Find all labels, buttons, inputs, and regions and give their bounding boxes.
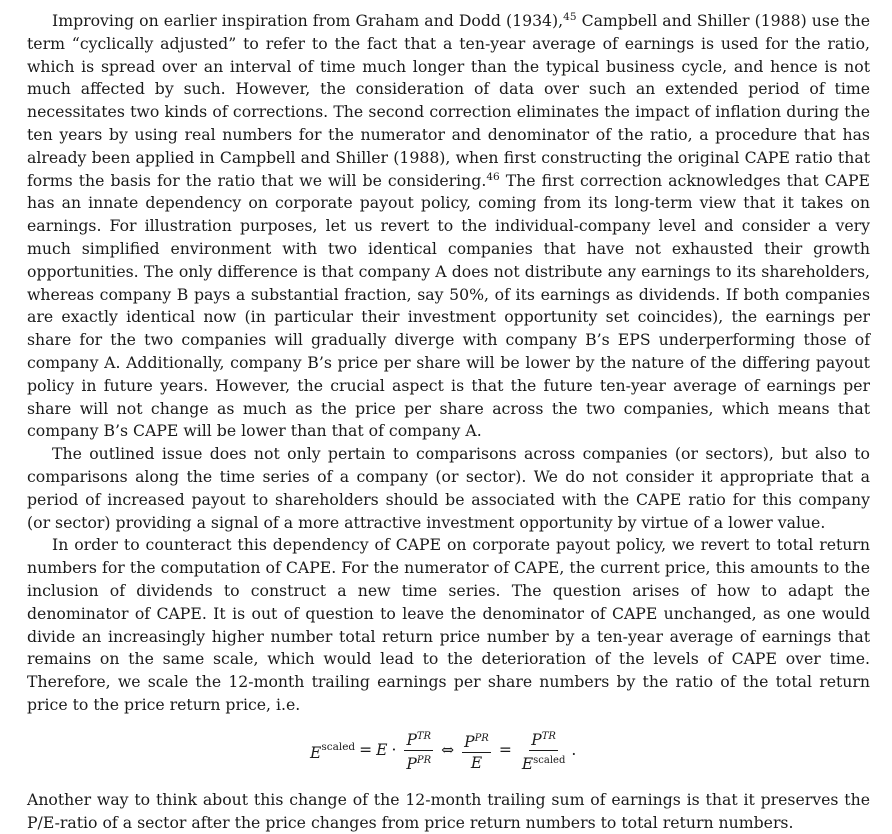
eq-period: . [571, 741, 577, 760]
eq-equals-1: = [359, 741, 373, 760]
eq-E: E [376, 741, 388, 760]
equation-row [310, 727, 576, 775]
paragraph-3: In order to counteract this dependency of CAPE on corporate payout policy, we revert to total return numbers for the computation of CAPE. For the numerator of CAPE, the current price, this amounts to the inclusion of dividends to construct a new time series. The question arises of how to adapt the denominator of CAPE. It is out of question to leave the denominator of CAPE unchanged, as one would divide an increasingly higher number total return price number by a ten-year average of earnings that remains on the same scale, which would lead to the deterioration of the levels of CAPE over time. Therefore, we scale the 12-month trailing earnings per share numbers by the ratio of the total return price to the price return price, i.e. [27, 535, 870, 714]
paragraph-2: The outlined issue does not only pertain to comparisons across companies (or sectors), but also to comparisons along the time series of a company (or sector). We do not consider it appropriate that a period of increased payout to shareholders should be associated with the CAPE ratio for this company (or sector) providing a signal of a more attractive investment opportunity by virtue of a lower value. [27, 444, 870, 532]
eq-fraction-ppr-e: $\frac{P^{PR}}{E}$ [462, 730, 491, 772]
paragraph-1-text-a: Improving on earlier inspiration from Graham and Dodd (1934), [52, 11, 564, 30]
paragraph-4: Another way to think about this change of the 12-month trailing sum of earnings is that it preserves the P/E-ratio of a sector after the price changes from price return numbers to total return numbers. [27, 789, 870, 832]
eq-fraction-ptr-escaled: $\frac{P^{TR}}{E^{scaled}}$ [520, 728, 568, 773]
eq-fraction-ptr-ppr: $\frac{P^{TR}}{P^{PR}}$ [404, 728, 433, 773]
paper-page [27, 10, 870, 834]
footnote-marker-46[interactable]: 46 [486, 170, 500, 183]
eq-equals-2: = [498, 741, 512, 760]
paragraph-1-text-b: Campbell and Shiller (1988) use the term “cyclically adjusted” to refer to the fact that a ten-year average of earnings is used for the ratio, which is spread over an interval of time much longer than the typical business cycle, and hence is not much affected by such. However, the consideration of data over such an extended period of time necessitates two kinds of corrections. The second correction eliminates the impact of inflation during the ten years by using real numbers for the numerator and denominator of the ratio, a procedure that has already been applied in Campbell and Shiller (1988), when first constructing the original CAPE ratio that forms the basis for the ratio that we will be considering. [27, 11, 871, 190]
eq-dot: · [391, 741, 397, 760]
paragraph-1 [27, 10, 870, 443]
footnote-marker-45[interactable]: 45 [563, 11, 577, 23]
eq-E-scaled: $E^{scaled}$ [310, 741, 356, 763]
eq-iff: ⇔ [441, 741, 455, 760]
scaled-earnings-equation [27, 723, 870, 783]
paragraph-1-text-c: The first correction acknowledges that CAPE has an innate dependency on corporate payout policy, coming from its long-term view that it takes on earnings. For illustration purposes, let us revert to the individual-company level and consider a very much simplified environment with two identical companies that have not exhausted their growth opportunities. The only difference is that company A does not distribute any earnings to its shareholders, whereas company B pays a substantial fraction, say 50%, of its earnings as dividends. If both companies are exactly identical now (in particular their investment opportunity set coincides), the earnings per share for the two companies will gradually diverge with company B’s EPS underperforming those of company A. Additionally, company B’s price per share will be lower by the nature of the differing payout policy in future years. However, the crucial aspect is that the future ten-year average of earnings per share will not change as much as the price per share across the two companies, which means that company B’s CAPE will be lower than that of company A. [27, 170, 871, 441]
